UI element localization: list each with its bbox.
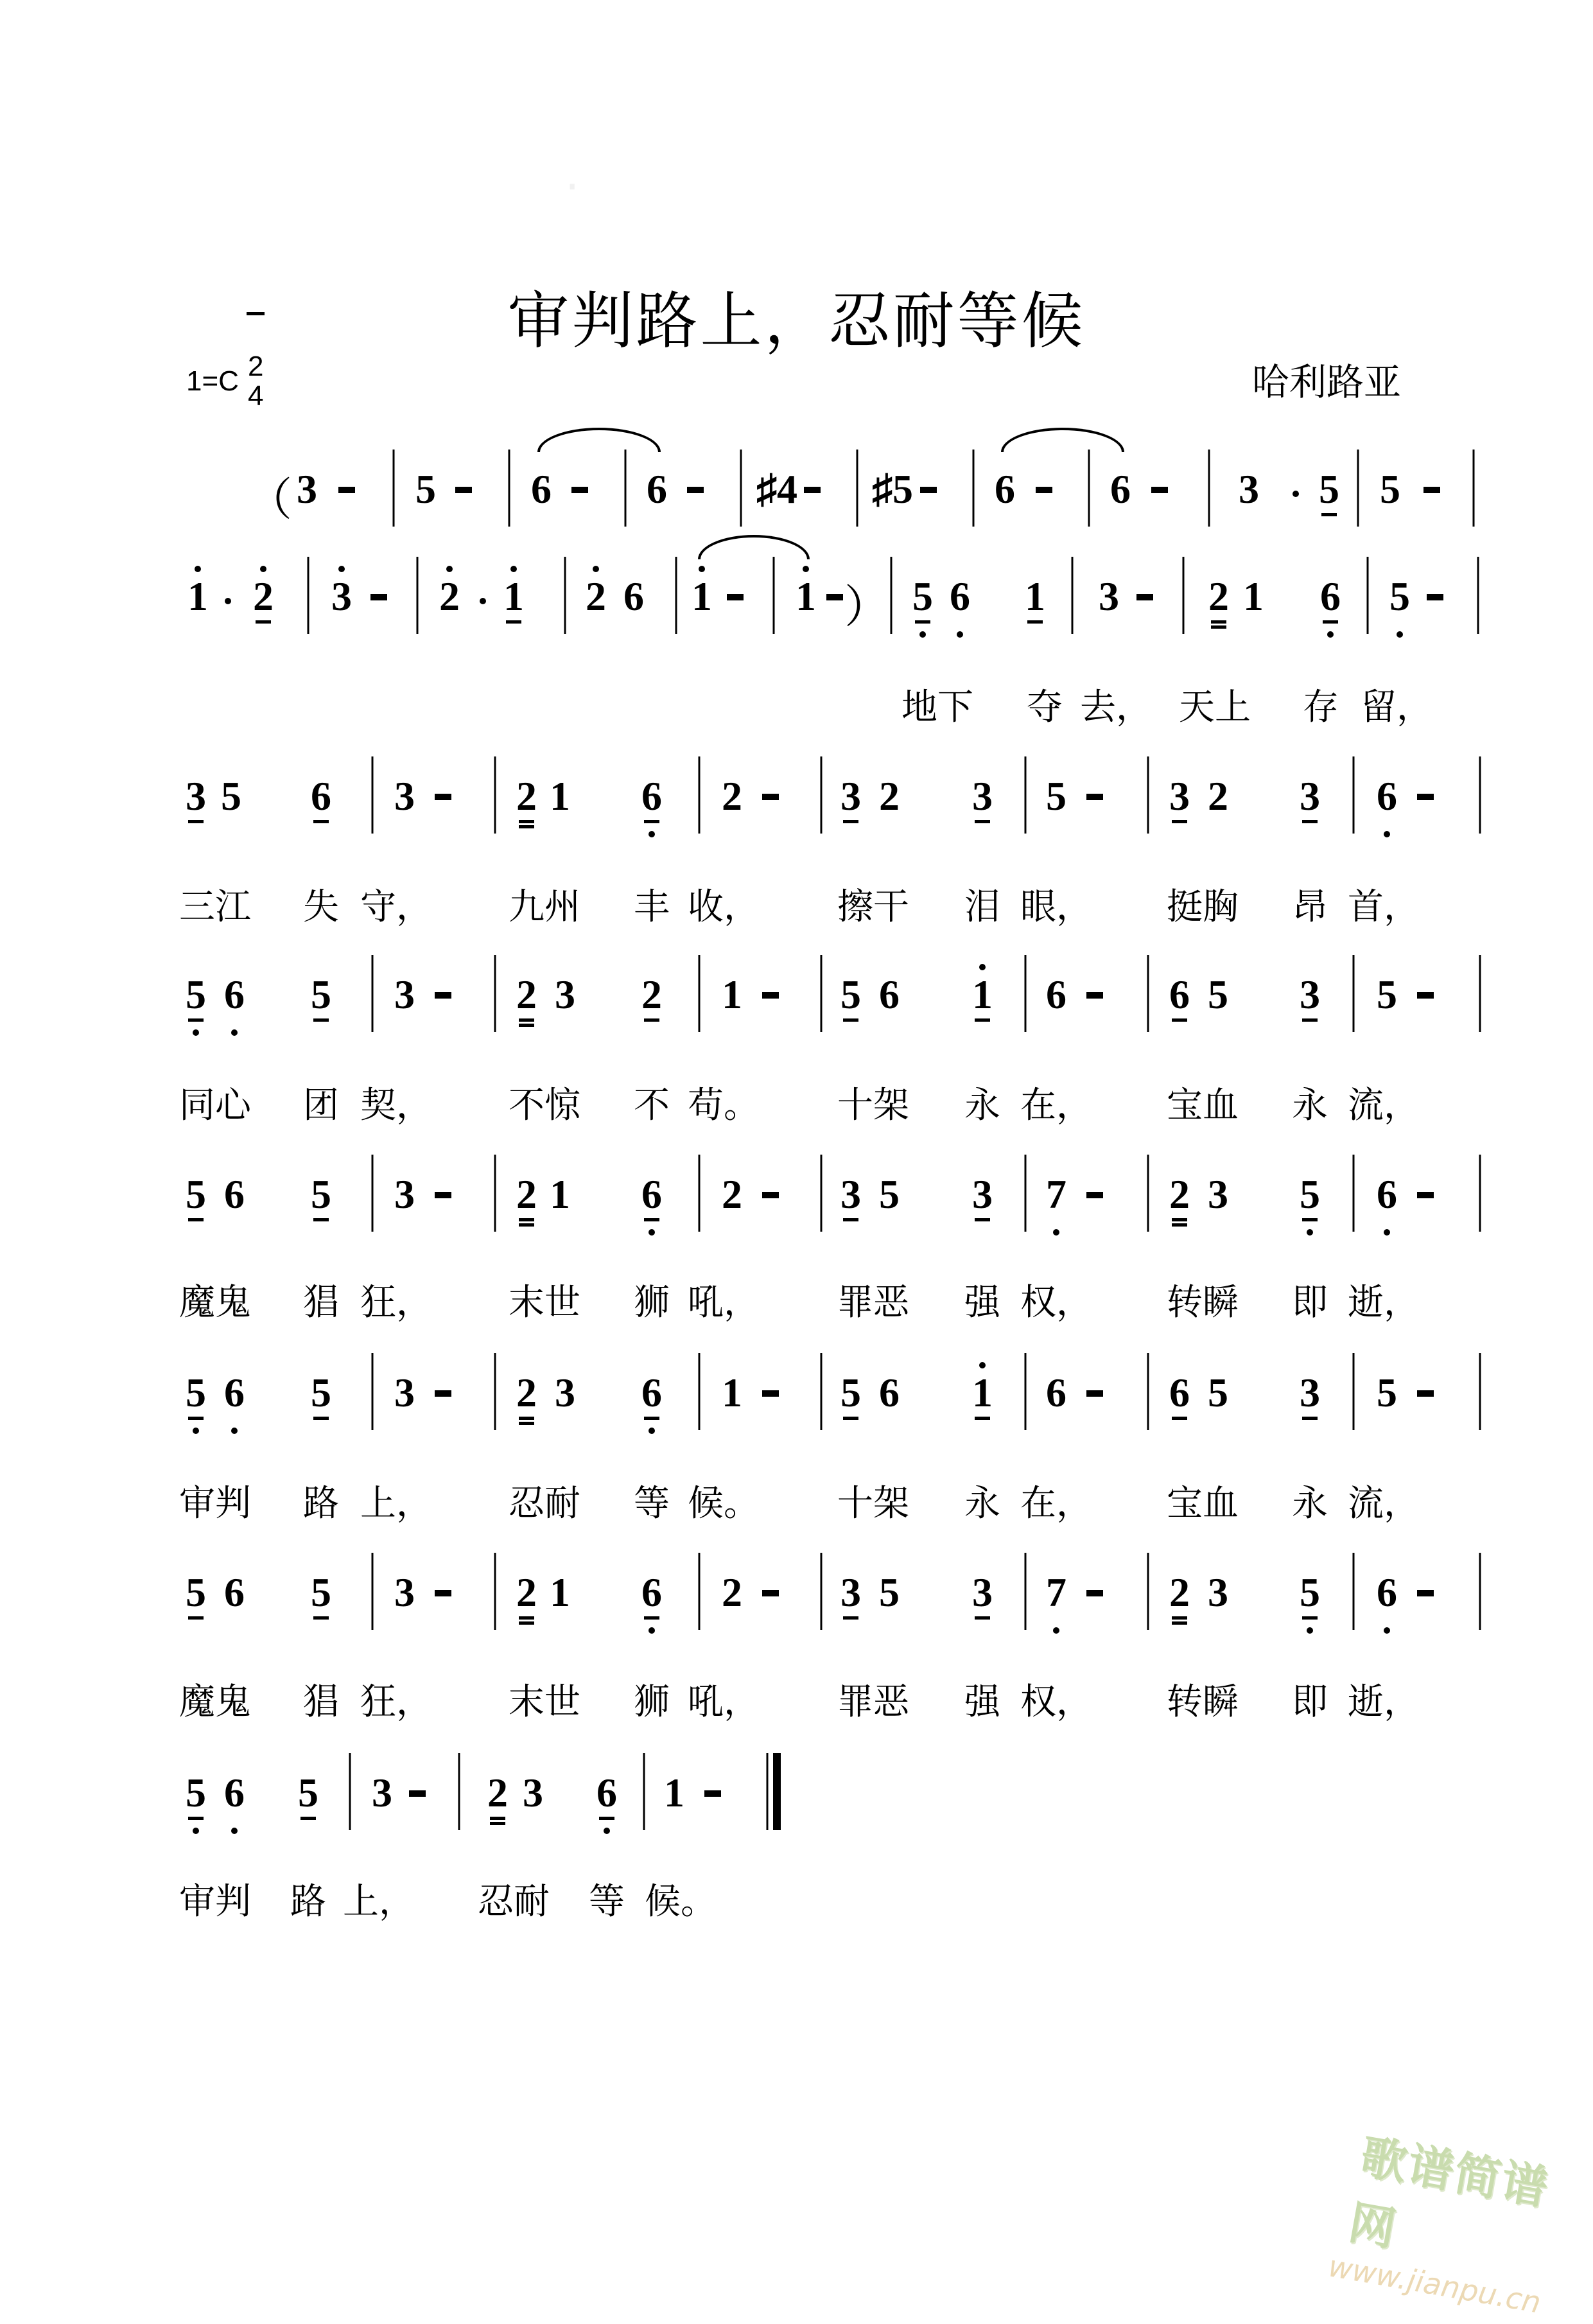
barline [1183,557,1185,634]
sustain-dash-icon [435,794,451,800]
note: 3 [394,773,415,819]
octave-down-dot-icon [1053,1229,1059,1236]
octave-down-dot-icon [1384,1627,1390,1634]
lyric-word: 存 [1303,686,1339,728]
lyric-word: 等 [634,1483,670,1525]
note: 5 [840,1370,861,1415]
note: 6 [647,466,667,512]
note: 5 [186,1569,206,1615]
lyric-word: 吼， [688,1282,760,1324]
lyric-word: 永 [1292,1483,1328,1525]
sustain-dash-icon [687,487,704,493]
note: 3 [186,773,206,819]
lyric-word: 忍耐 [509,1483,580,1525]
sustain-dash-icon [435,1192,451,1198]
lyric-word: 十架 [837,1483,909,1525]
octave-down-dot-icon [193,1029,199,1036]
lyric-line [0,886,1593,994]
sustain-dash-icon [762,1590,779,1596]
lyric-word: 狂， [360,1282,432,1324]
score-line [0,573,1593,693]
note: 2 [641,972,662,1017]
note: 6 [311,773,331,819]
lyric-word: 流， [1348,1085,1420,1126]
note: 2 [722,1569,742,1615]
lyric-word: 夺 [1027,686,1063,728]
lyric-word: 留， [1361,686,1432,728]
sustain-dash-icon [727,594,744,600]
note: 5 [1319,466,1339,512]
octave-up-dot-icon [510,566,517,572]
lyric-word: 路 [303,1483,339,1525]
sustain-dash-icon [1151,487,1168,493]
sustain-dash-icon [571,487,588,493]
octave-down-dot-icon [649,831,655,837]
lyric-word: 不惊 [509,1085,580,1126]
sustain-dash-icon [409,1790,426,1797]
note: 1 [972,1372,993,1413]
barline [1088,450,1090,527]
octave-down-dot-icon [649,1428,655,1434]
note: 3 [1099,573,1119,619]
sustain-dash-icon [1417,1590,1434,1596]
note: 6 [995,466,1015,512]
barline [675,557,677,634]
sustain-dash-icon [1417,1192,1434,1198]
barline [509,450,510,527]
sustain-dash-icon [435,1390,451,1397]
note: 2 [722,773,742,819]
note: 2 [516,1569,537,1615]
octave-down-dot-icon [231,1428,238,1434]
barline [891,557,892,634]
lyric-word: 权， [1020,1681,1092,1723]
lyric-word: 魔鬼 [179,1681,251,1723]
augmentation-dot-icon [1293,491,1299,497]
time-signature-numerator: 2 [247,351,264,382]
note: 6 [641,1174,662,1215]
composer-credit: 哈利路亚 [1252,360,1402,404]
lyric-word: 九州 [509,886,580,928]
note: 5 [1377,972,1397,1017]
sustain-dash-icon [1086,1590,1103,1596]
lyric-line [0,686,1593,794]
note: ♯4 [756,466,797,512]
lyric-word: 狮 [634,1681,670,1723]
octave-down-dot-icon [231,1029,238,1036]
note: 3 [1300,972,1320,1017]
lyric-word: 同心 [179,1085,251,1126]
lyric-word: 魔鬼 [179,1282,251,1324]
sustain-dash-icon [804,487,821,493]
note: 3 [394,1370,415,1415]
lyric-word: 苟。 [688,1085,760,1126]
note: 1 [692,576,712,617]
lyric-word: 昂 [1292,886,1328,928]
lyric-word: 永 [964,1085,1000,1126]
note: 2 [1208,573,1229,619]
lyric-word: 守， [360,886,432,928]
sustain-dash-icon [762,1192,779,1198]
note: 5 [1046,773,1066,819]
sustain-dash-icon [1086,1390,1103,1397]
lyric-word: 逝， [1348,1681,1420,1723]
note: 6 [1320,576,1341,617]
barline [625,450,627,527]
sustain-dash-icon [1086,1192,1103,1198]
sustain-dash-icon [826,594,843,600]
note: 3 [1300,1370,1320,1415]
note: 1 [550,1171,570,1217]
note: 1 [664,1770,684,1815]
watermark-site-name: 歌谱简谱网 [1345,2129,1553,2257]
barline [1473,450,1475,527]
note: 5 [879,1569,900,1615]
octave-down-dot-icon [604,1828,610,1834]
barline [1367,557,1369,634]
lyric-word: 忍耐 [478,1881,550,1923]
note: 6 [1169,972,1190,1017]
octave-up-dot-icon [803,566,809,572]
lyric-word: 上， [343,1881,415,1923]
lyric-word: 失 [303,886,339,928]
key-signature [186,352,263,411]
lyric-word: 末世 [509,1681,580,1723]
note: 6 [224,974,245,1015]
lyric-line [0,1881,1593,1989]
note: 2 [516,1370,537,1415]
augmentation-dot-icon [480,598,486,604]
lyric-word: 审判 [179,1881,251,1923]
octave-down-dot-icon [231,1828,238,1834]
note: 5 [311,1569,331,1615]
note: 3 [972,773,993,819]
lyric-word: 路 [290,1881,326,1923]
lyric-word: 天上 [1179,686,1251,728]
note: 5 [1377,1370,1397,1415]
note: 3 [1208,1569,1228,1615]
score-line [0,466,1593,586]
note: 5 [1380,466,1400,512]
lyric-word: 团 [303,1085,339,1126]
note: 6 [531,466,552,512]
note: 6 [879,972,900,1017]
lyric-word: 永 [964,1483,1000,1525]
note: 5 [186,1772,206,1813]
lyric-word: 狮 [634,1282,670,1324]
lyric-line [0,1282,1593,1390]
sustain-dash-icon [762,794,779,800]
note: 5 [1300,1572,1320,1613]
sustain-dash-icon [1036,487,1052,493]
note: 1 [187,576,208,617]
note: 3 [523,1770,543,1815]
sustain-dash-icon [338,487,355,493]
note: ♯5 [872,466,913,512]
note: 6 [596,1772,617,1813]
octave-down-dot-icon [1384,1229,1390,1236]
barline [1357,450,1359,527]
note: 2 [253,576,274,617]
note: 3 [972,1569,993,1615]
note: 2 [722,1171,742,1217]
lyric-word: 强 [964,1681,1000,1723]
lyric-word: 流， [1348,1483,1420,1525]
note: 6 [1169,1370,1190,1415]
lyric-word: 眼， [1020,886,1092,928]
lyric-word: 审判 [179,1483,251,1525]
lyric-word: 宝血 [1167,1483,1239,1525]
note: 1 [722,1370,742,1415]
sustain-dash-icon [1417,1390,1434,1397]
barline [740,450,742,527]
note: 5 [186,1372,206,1413]
barline [1477,557,1479,634]
lyric-word: 猖 [303,1681,339,1723]
note: 3 [372,1770,392,1815]
note: 6 [224,1569,245,1615]
note: 3 [840,1171,861,1217]
note: 5 [912,576,933,617]
tie-arc-icon [537,428,661,452]
note: 7 [1046,1572,1066,1613]
sustain-dash-icon [1423,487,1440,493]
repeat-bracket: ） [844,583,889,633]
lyric-word: 等 [589,1881,625,1923]
note: 3 [840,773,861,819]
note: 3 [1208,1171,1228,1217]
lyric-word: 权， [1020,1282,1092,1324]
lyric-word: 十架 [837,1085,909,1126]
note: 6 [879,1370,900,1415]
barline [773,557,775,634]
lyric-line [0,1483,1593,1591]
barline [564,557,566,634]
lyric-word: 罪恶 [837,1282,909,1324]
lyric-word: 泪 [964,886,1000,928]
barline [417,557,419,634]
sustain-dash-icon [1427,594,1443,600]
tie-arc-icon [1001,428,1124,452]
lyric-word: 地下 [901,686,973,728]
barline [973,450,975,527]
lyric-word: 永 [1292,1085,1328,1126]
watermark-url: www.jianpu.cn [1325,2248,1544,2320]
note: 5 [298,1770,318,1815]
note: 1 [550,773,570,819]
lyric-word: 收， [688,886,760,928]
note: 3 [1169,773,1190,819]
note: 6 [641,1572,662,1613]
note: 3 [1300,773,1320,819]
note: 1 [550,1569,570,1615]
lyric-word: 契， [360,1085,432,1126]
note: 5 [186,974,206,1015]
note: 6 [224,1171,245,1217]
note: 1 [503,576,524,617]
lyric-word: 在， [1020,1085,1092,1126]
note: 2 [516,972,537,1017]
note: 6 [1377,776,1397,817]
note: 2 [1169,1569,1190,1615]
note: 5 [186,1171,206,1217]
note: 5 [311,972,331,1017]
note: 1 [796,576,816,617]
lyric-word: 即 [1292,1282,1328,1324]
note: 3 [297,466,317,512]
note: 2 [1208,773,1228,819]
octave-up-dot-icon [593,566,599,572]
background-ghost-text: · [565,161,580,213]
note: 6 [1110,466,1131,512]
note: 5 [311,1370,331,1415]
sustain-dash-icon [1417,794,1434,800]
octave-up-dot-icon [195,566,201,572]
note: 5 [1208,972,1228,1017]
octave-down-dot-icon [193,1828,199,1834]
lyric-word: 逝， [1348,1282,1420,1324]
note: 3 [840,1569,861,1615]
note: 1 [722,972,742,1017]
lyric-word: 擦干 [837,886,909,928]
augmentation-dot-icon [225,598,231,604]
octave-down-dot-icon [1384,831,1390,837]
note: 3 [1239,466,1259,512]
lyric-word: 上， [360,1483,432,1525]
note: 5 [879,1171,900,1217]
sustain-dash-icon [920,487,937,493]
lyric-word: 不 [634,1085,670,1126]
lyric-line [0,1681,1593,1789]
sustain-dash-icon [435,1590,451,1596]
lyric-word: 末世 [509,1282,580,1324]
note: 3 [972,1171,993,1217]
note: 7 [1046,1174,1066,1215]
barline [1208,450,1210,527]
note: 6 [1046,1370,1066,1415]
key-label: 1=C [186,365,239,397]
octave-down-dot-icon [1327,631,1334,638]
octave-down-dot-icon [649,1229,655,1236]
note: 5 [415,466,436,512]
lyric-word: 丰 [634,886,670,928]
note: 3 [394,1569,415,1615]
note: 6 [1046,972,1066,1017]
note: 3 [331,576,352,617]
note: 2 [487,1770,508,1815]
lyric-word: 候。 [645,1881,717,1923]
lyric-word: 在， [1020,1483,1092,1525]
lyric-word: 猖 [303,1282,339,1324]
note: 1 [1025,573,1045,619]
octave-up-dot-icon [338,566,345,572]
time-signature-denominator: 4 [247,380,264,412]
octave-up-dot-icon [260,566,266,572]
note: 5 [1389,576,1410,617]
note: 2 [1169,1171,1190,1217]
barline [393,450,395,527]
sustain-dash-icon [370,594,387,600]
lyric-word: 吼， [688,1681,760,1723]
sustain-dash-icon [762,1390,779,1397]
octave-down-dot-icon [919,631,926,638]
note: 6 [623,573,644,619]
note: 5 [1300,1174,1320,1215]
lyric-word: 罪恶 [837,1681,909,1723]
lyric-word: 转瞬 [1167,1681,1239,1723]
octave-down-dot-icon [1053,1627,1059,1634]
note: 3 [394,1171,415,1217]
fraction-bar [247,312,265,315]
note: 6 [950,576,970,617]
sustain-dash-icon [455,487,472,493]
lyric-word: 强 [964,1282,1000,1324]
barline [857,450,858,527]
note: 3 [555,1370,575,1415]
lyric-word: 转瞬 [1167,1282,1239,1324]
note: 5 [1208,1370,1228,1415]
note: 2 [516,1171,537,1217]
lyric-word: 首， [1348,886,1420,928]
lyric-word: 挺胸 [1167,886,1239,928]
note: 3 [555,972,575,1017]
octave-down-dot-icon [649,1627,655,1634]
repeat-bracket: （ [247,476,292,525]
lyric-word: 狂， [360,1681,432,1723]
lyric-word: 即 [1292,1681,1328,1723]
note: 6 [224,1772,245,1813]
note: 5 [311,1171,331,1217]
lyric-word: 三江 [179,886,251,928]
octave-down-dot-icon [1397,631,1403,638]
note: 2 [879,773,900,819]
note: 2 [586,576,606,617]
note: 5 [840,972,861,1017]
octave-up-dot-icon [446,566,453,572]
note: 6 [1377,1572,1397,1613]
octave-up-dot-icon [699,566,705,572]
note: 6 [224,1372,245,1413]
octave-down-dot-icon [1307,1627,1313,1634]
note: 6 [641,776,662,817]
lyric-word: 去， [1080,686,1152,728]
note: 6 [641,1372,662,1413]
note: 2 [439,576,460,617]
octave-down-dot-icon [193,1428,199,1434]
watermark [1325,2119,1590,2324]
octave-down-dot-icon [1307,1229,1313,1236]
note: 2 [516,773,537,819]
lyric-word: 宝血 [1167,1085,1239,1126]
lyric-word: 候。 [688,1483,760,1525]
octave-down-dot-icon [957,631,963,638]
sustain-dash-icon [1086,794,1103,800]
barline [308,557,309,634]
lyric-line [0,1085,1593,1193]
note: 6 [1377,1174,1397,1215]
note: 1 [1243,573,1264,619]
note: 3 [394,972,415,1017]
barline [1072,557,1074,634]
sustain-dash-icon [704,1790,721,1797]
note: 1 [972,974,993,1015]
page-title: 审判路上，忍耐等候 [507,285,1086,358]
time-signature [248,352,263,411]
note: 5 [221,773,241,819]
sustain-dash-icon [1136,594,1153,600]
